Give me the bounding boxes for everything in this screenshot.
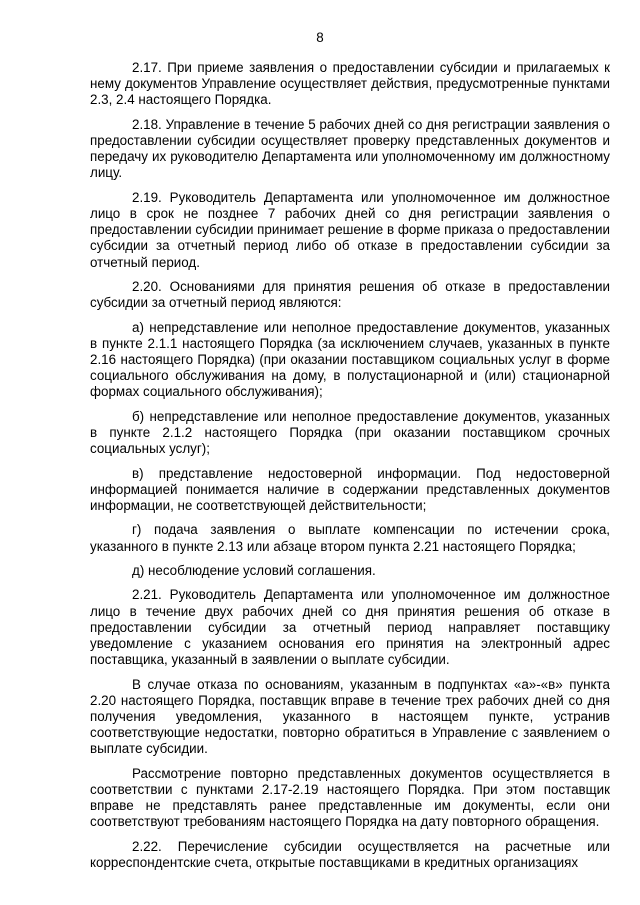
- subparagraph-d: д) несоблюдение условий соглашения.: [132, 562, 376, 578]
- subparagraph-g: г) подача заявления о выплате компенсации по истечении срока, указанного в пункте 2.13 или абзаце втором пункта 2.21 настоящего Порядка;: [90, 522, 610, 554]
- paragraph-2-21: 2.21. Руководитель Департамента или уполномоченное им должностное лицо в течение двух рабочих дней со дня принятия решения об отказе в предоставлении субсидии за отчетный период направляет поставщику уведомление с указанием основания его принятия на электронный адрес поставщика, указанный в заявлении о выплате субсидии.: [90, 587, 610, 668]
- paragraph-2-21-refusal: В случае отказа по основаниям, указанным в подпунктах «а»-«в» пункта 2.20 настоящего Порядка, поставщик вправе в течение трех рабочих дней со дня получения уведомления, указанного в настоящем пункте, устранив соответствующие недостатки, повторно обратиться в Управление с заявлением о выплате субсидии.: [90, 676, 610, 757]
- document-body: [90, 60, 610, 879]
- paragraph-2-21-review: Рассмотрение повторно представленных документов осуществляется в соответствии с пунктами 2.17-2.19 настоящего Порядка. При этом поставщик вправе не представлять ранее представленные им документы, если они соответствуют требованиям настоящего Порядка на дату повторного обращения.: [90, 765, 610, 830]
- page-number: 8: [316, 30, 324, 45]
- paragraph-2-17: 2.17. При приеме заявления о предоставлении субсидии и прилагаемых к нему документов Управление осуществляет действия, предусмотренные пунктами 2.3, 2.4 настоящего Порядка.: [90, 60, 610, 108]
- subparagraph-a: а) непредставление или неполное предоставление документов, указанных в пункте 2.1.1 настоящего Порядка (за исключением случаев, указанных в пункте 2.16 настоящего Порядка) (при оказании поставщиком социальных услуг в форме социального обслуживания на дому, в полустационарной и (или) стационарной формах социального обслуживания);: [90, 319, 610, 400]
- subparagraph-v: в) представление недостоверной информации. Под недостоверной информацией понимается наличие в содержании представленных документов информации, не соответствующей действительности;: [90, 465, 610, 513]
- paragraph-2-18: 2.18. Управление в течение 5 рабочих дней со дня регистрации заявления о предоставлении субсидии осуществляет проверку представленных документов и передачу их руководителю Департамента или уполномоченному им должностному лицу.: [90, 116, 610, 181]
- paragraph-2-19: 2.19. Руководитель Департамента или уполномоченное им должностное лицо в срок не позднее 7 рабочих дней со дня регистрации заявления о предоставлении субсидии принимает решение в форме приказа о предоставлении субсидии за отчетный период либо об отказе в предоставлении субсидии за отчетный период.: [90, 189, 610, 270]
- subparagraph-b: б) непредставление или неполное предоставление документов, указанных в пункте 2.1.2 настоящего Порядка (при оказании поставщиком срочных социальных услуг);: [90, 408, 610, 457]
- paragraph-2-20: 2.20. Основаниями для принятия решения об отказе в предоставлении субсидии за отчетный период являются:: [90, 279, 610, 311]
- paragraph-2-22: 2.22. Перечисление субсидии осуществляется на расчетные или корреспондентские счета, открытые поставщиками в кредитных организациях: [90, 838, 610, 870]
